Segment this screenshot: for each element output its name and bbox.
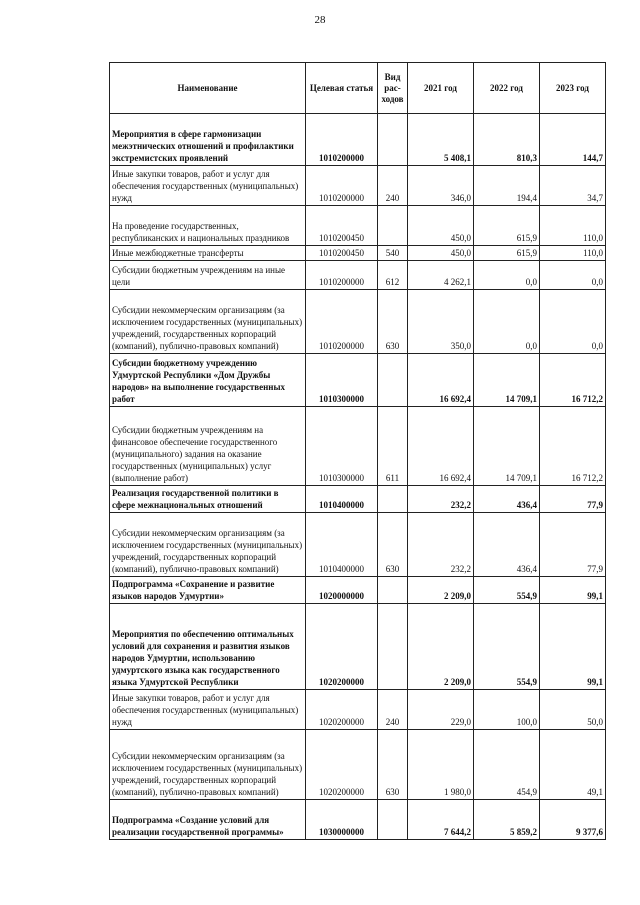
cell-kind: 240: [378, 166, 408, 206]
cell-2023: 110,0: [540, 246, 606, 261]
cell-2022: 14 709,1: [474, 354, 540, 407]
cell-target: 1010400000: [306, 486, 378, 513]
cell-name: Иные межбюджетные трансферты: [110, 246, 306, 261]
cell-kind: [378, 800, 408, 840]
cell-2023: 0,0: [540, 261, 606, 290]
cell-target: 1030000000: [306, 800, 378, 840]
cell-2022: 14 709,1: [474, 407, 540, 486]
cell-kind: [378, 604, 408, 690]
cell-kind: 611: [378, 407, 408, 486]
cell-2021: 232,2: [408, 486, 474, 513]
table-row: [110, 577, 606, 604]
table-row: [110, 114, 606, 166]
cell-target: 1020200000: [306, 604, 378, 690]
cell-2021: 16 692,4: [408, 407, 474, 486]
cell-kind: [378, 486, 408, 513]
table-body: [110, 114, 606, 840]
cell-2021: 350,0: [408, 290, 474, 354]
table-row: [110, 407, 606, 486]
cell-target: 1020200000: [306, 690, 378, 730]
cell-2021: 450,0: [408, 206, 474, 246]
cell-2023: 34,7: [540, 166, 606, 206]
cell-kind: 540: [378, 246, 408, 261]
cell-target: 1020200000: [306, 730, 378, 800]
header-target: Целевая статья: [306, 63, 378, 114]
cell-2021: 232,2: [408, 513, 474, 577]
header-2023: 2023 год: [540, 63, 606, 114]
cell-2022: 615,9: [474, 246, 540, 261]
cell-2021: 5 408,1: [408, 114, 474, 166]
header-2022: 2022 год: [474, 63, 540, 114]
cell-target: 1010200000: [306, 261, 378, 290]
cell-name: Подпрограмма «Сохранение и развитие языков народов Удмуртии»: [110, 577, 306, 604]
header-kind: Вид рас-ходов: [378, 63, 408, 114]
cell-name: Реализация государственной политики в сфере межнациональных отношений: [110, 486, 306, 513]
cell-2023: 99,1: [540, 577, 606, 604]
cell-2022: 0,0: [474, 290, 540, 354]
table-row: [110, 354, 606, 407]
cell-kind: 630: [378, 290, 408, 354]
table-row: [110, 730, 606, 800]
cell-name: Субсидии бюджетному учреждению Удмуртской Республики «Дом Дружбы народов» на выполнение государственных работ: [110, 354, 306, 407]
cell-target: 1010300000: [306, 354, 378, 407]
table-row: [110, 486, 606, 513]
cell-2023: 16 712,2: [540, 407, 606, 486]
cell-name: Мероприятия в сфере гармонизации межэтнических отношений и профилактики экстремистских проявлений: [110, 114, 306, 166]
table-row: [110, 166, 606, 206]
cell-2021: 450,0: [408, 246, 474, 261]
budget-table: [109, 62, 606, 840]
cell-target: 1010400000: [306, 513, 378, 577]
cell-2022: 0,0: [474, 261, 540, 290]
table-row: [110, 690, 606, 730]
page-number: 28: [314, 14, 326, 26]
cell-2021: 7 644,2: [408, 800, 474, 840]
cell-kind: 612: [378, 261, 408, 290]
cell-target: 1010200450: [306, 206, 378, 246]
table-row: [110, 604, 606, 690]
cell-2021: 2 209,0: [408, 604, 474, 690]
cell-name: На проведение государственных, республиканских и национальных праздников: [110, 206, 306, 246]
table-row: [110, 246, 606, 261]
cell-name: Иные закупки товаров, работ и услуг для обеспечения государственных (муниципальных) нужд: [110, 690, 306, 730]
cell-kind: [378, 577, 408, 604]
cell-2021: 4 262,1: [408, 261, 474, 290]
cell-2022: 454,9: [474, 730, 540, 800]
cell-2022: 554,9: [474, 604, 540, 690]
cell-2022: 5 859,2: [474, 800, 540, 840]
cell-2021: 2 209,0: [408, 577, 474, 604]
cell-target: 1010200000: [306, 114, 378, 166]
cell-name: Мероприятия по обеспечению оптимальных условий для сохранения и развития языков народов Удмуртии, использованию удмуртского языка как государственного языка Удмуртской Республики: [110, 604, 306, 690]
cell-2023: 77,9: [540, 513, 606, 577]
cell-2023: 9 377,6: [540, 800, 606, 840]
table-row: [110, 261, 606, 290]
cell-kind: 630: [378, 730, 408, 800]
cell-name: Субсидии бюджетным учреждениям на иные цели: [110, 261, 306, 290]
cell-name: Иные закупки товаров, работ и услуг для обеспечения государственных (муниципальных) нужд: [110, 166, 306, 206]
cell-2021: 16 692,4: [408, 354, 474, 407]
cell-2022: 100,0: [474, 690, 540, 730]
cell-name: Субсидии некоммерческим организациям (за исключением государственных (муниципальных) учреждений, государственных корпораций (компаний), публично-правовых компаний): [110, 730, 306, 800]
cell-2023: 144,7: [540, 114, 606, 166]
cell-target: 1010300000: [306, 407, 378, 486]
header-2021: 2021 год: [408, 63, 474, 114]
cell-2022: 436,4: [474, 486, 540, 513]
cell-target: 1010200450: [306, 246, 378, 261]
cell-name: Субсидии некоммерческим организациям (за исключением государственных (муниципальных) учреждений, государственных корпораций (компаний), публично-правовых компаний): [110, 513, 306, 577]
cell-name: Субсидии некоммерческим организациям (за исключением государственных (муниципальных) учреждений, государственных корпораций (компаний), публично-правовых компаний): [110, 290, 306, 354]
cell-name: Подпрограмма «Создание условий для реализации государственной программы»: [110, 800, 306, 840]
cell-2023: 110,0: [540, 206, 606, 246]
table-row: [110, 800, 606, 840]
cell-2021: 229,0: [408, 690, 474, 730]
cell-2022: 554,9: [474, 577, 540, 604]
cell-kind: 240: [378, 690, 408, 730]
table-row: [110, 513, 606, 577]
table-row: [110, 206, 606, 246]
cell-2023: 50,0: [540, 690, 606, 730]
cell-2023: 49,1: [540, 730, 606, 800]
cell-kind: 630: [378, 513, 408, 577]
table-row: [110, 290, 606, 354]
cell-2022: 615,9: [474, 206, 540, 246]
cell-kind: [378, 114, 408, 166]
cell-2023: 99,1: [540, 604, 606, 690]
table-header-row: [110, 63, 606, 114]
cell-target: 1020000000: [306, 577, 378, 604]
cell-kind: [378, 354, 408, 407]
cell-2021: 1 980,0: [408, 730, 474, 800]
cell-name: Субсидии бюджетным учреждениям на финансовое обеспечение государственного (муниципального) задания на оказание государственных (муниципальных) услуг (выполнение работ): [110, 407, 306, 486]
cell-2023: 77,9: [540, 486, 606, 513]
cell-kind: [378, 206, 408, 246]
cell-2023: 0,0: [540, 290, 606, 354]
header-name: Наименование: [110, 63, 306, 114]
cell-2022: 436,4: [474, 513, 540, 577]
cell-target: 1010200000: [306, 290, 378, 354]
cell-2022: 194,4: [474, 166, 540, 206]
cell-2021: 346,0: [408, 166, 474, 206]
cell-2022: 810,3: [474, 114, 540, 166]
cell-2023: 16 712,2: [540, 354, 606, 407]
cell-target: 1010200000: [306, 166, 378, 206]
